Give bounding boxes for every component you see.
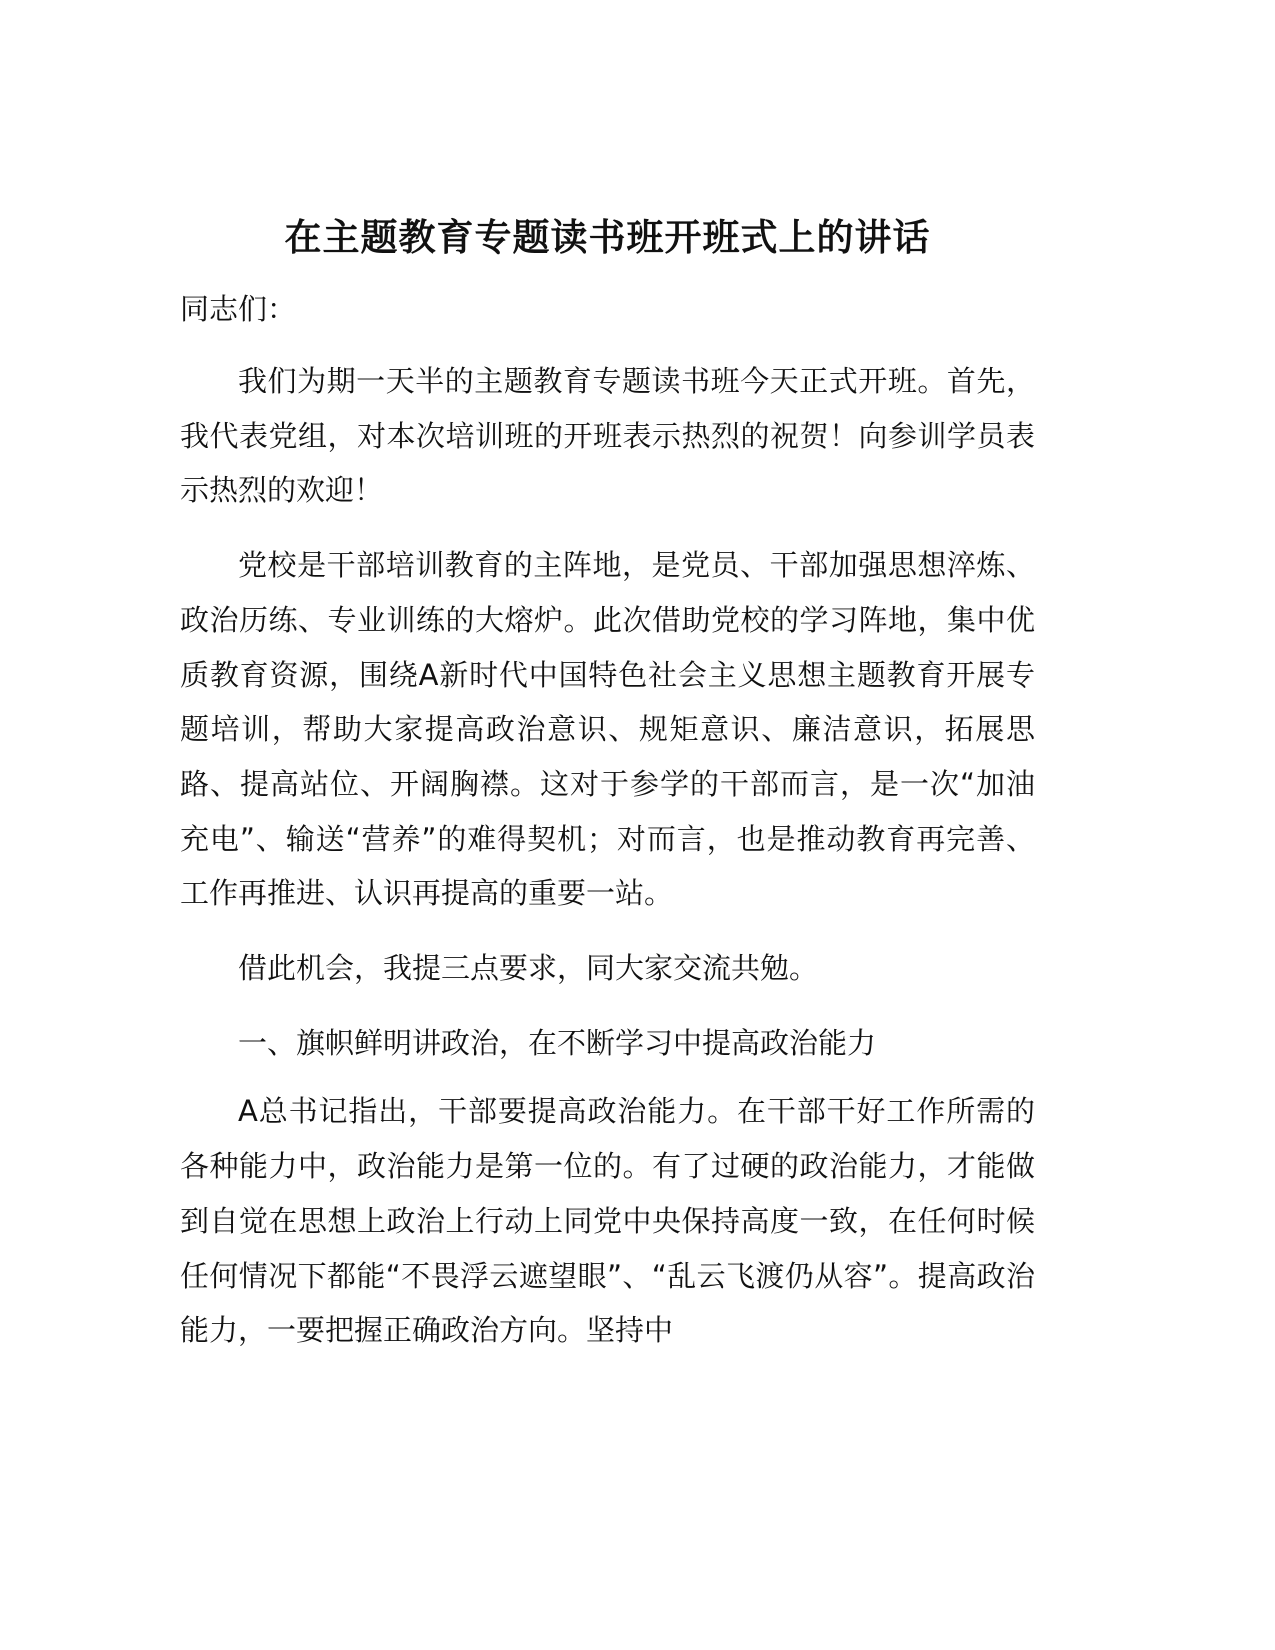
section-heading-1: 一、旗帜鲜明讲政治，在不断学习中提高政治能力 [238, 1025, 877, 1060]
paragraph-requirements-intro: 借此机会，我提三点要求，同大家交流共勉。 [238, 951, 819, 986]
paragraph-opening: 我们为期一天半的主题教育专题读书班今天正式开班。首先，我代表党组，对本次培训班的开班表示热烈的祝贺！向参训学员表示热烈的欢迎！ [180, 364, 1035, 508]
document-page [180, 210, 1035, 1378]
paragraph-party-school: 党校是干部培训教育的主阵地，是党员、干部加强思想淬炼、政治历练、专业训练的大熔炉。此次借助党校的学习阵地，集中优质教育资源，围绕A新时代中国特色社会主义思想主题教育开展专题培训，帮助大家提高政治意识、规矩意识、廉洁意识，拓展思路、提高站位、开阔胸襟。这对于参学的干部而言，是一次“加油充电”、输送“营养”的难得契机；对而言，也是推动教育再完善、工作再推进、认识再提高的重要一站。 [180, 548, 1035, 911]
salutation: 同志们： [180, 292, 297, 326]
document-title: 在主题教育专题读书班开班式上的讲话 [284, 216, 931, 259]
paragraph-political-ability: A总书记指出，干部要提高政治能力。在干部干好工作所需的各种能力中，政治能力是第一位的。有了过硬的政治能力，才能做到自觉在思想上政治上行动上同党中央保持高度一致，在任何时候任何情况下都能“不畏浮云遮望眼”、“乱云飞渡仍从容”。提高政治能力，一要把握正确政治方向。坚持中 [180, 1094, 1035, 1348]
